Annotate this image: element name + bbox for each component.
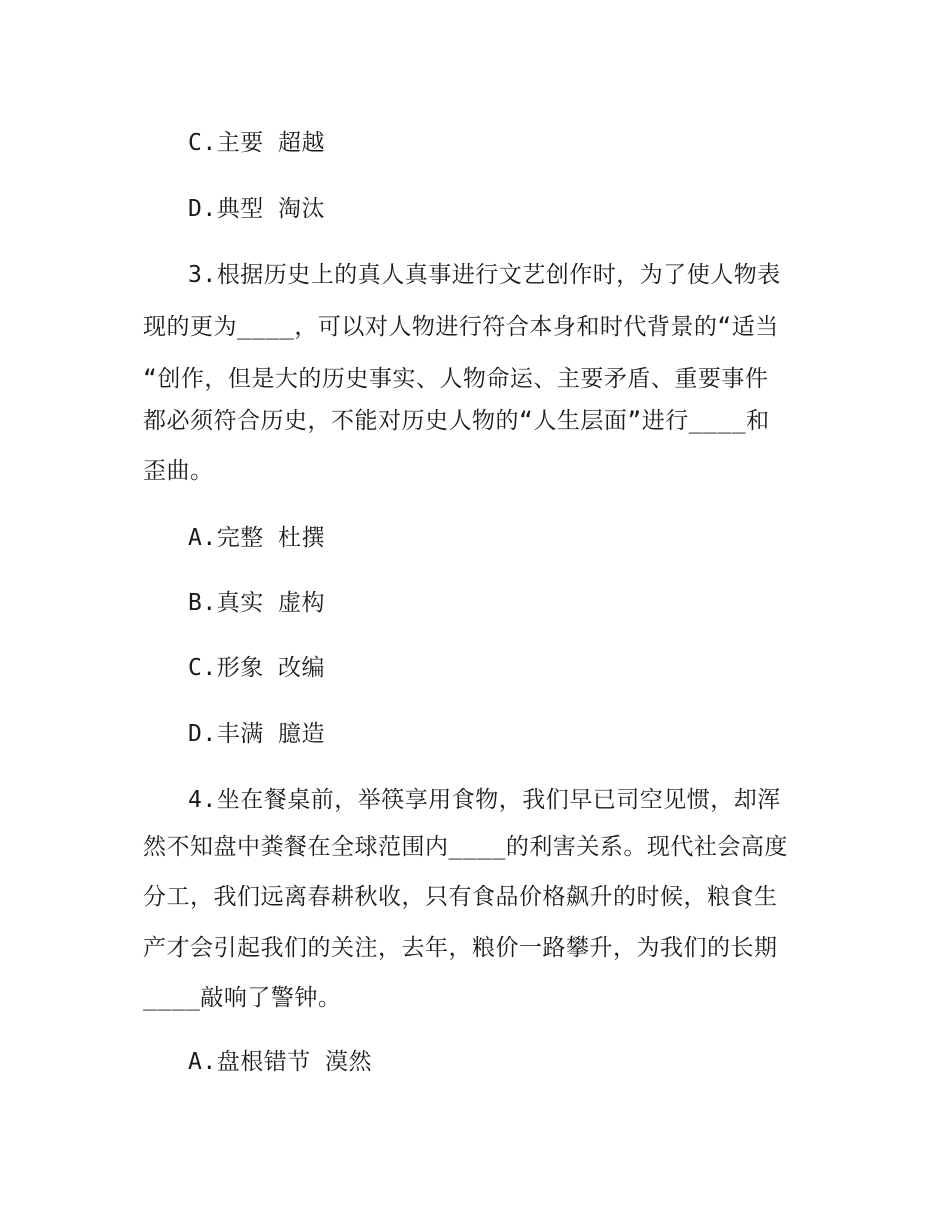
q4-option-a: A.盘根错节 漠然 [188, 1049, 373, 1075]
q3-option-d: D.丰满 臆造 [188, 721, 326, 747]
q4-stem-line-2: 然不知盘中粪餐在全球范围内____的利害关系。现代社会高度 [143, 834, 788, 860]
q3-stem-line-3: “创作，但是大的历史事实、人物命运、主要矛盾、重要事件 [143, 366, 769, 392]
q4-stem-line-5: ____敲响了警钟。 [143, 985, 342, 1011]
q3-option-a: A.完整 杜撰 [188, 525, 326, 551]
q4-stem-line-3: 分工，我们远离春耕秋收，只有食品价格飙升的时候，粮食生 [143, 884, 778, 910]
q3-option-c: C.形象 改编 [188, 655, 326, 681]
q2-option-d: D.典型 淘汰 [188, 196, 326, 222]
q3-stem-line-4: 都必须符合历史，不能对历史人物的“人生层面”进行____和 [143, 408, 770, 434]
q3-stem-line-2: 现的更为____，可以对人物进行符合本身和时代背景的“适当 [143, 314, 779, 340]
q4-stem-line-1: 4.坐在餐桌前，举筷享用食物，我们早已司空见惯，却浑 [188, 787, 781, 813]
q3-stem-line-1: 3.根据历史上的真人真事进行文艺创作时，为了使人物表 [188, 262, 781, 288]
q2-option-c: C.主要 超越 [188, 130, 326, 156]
q3-option-b: B.真实 虚构 [188, 590, 326, 616]
q4-stem-line-4: 产才会引起我们的关注，去年，粮价一路攀升，为我们的长期 [143, 935, 778, 961]
q3-stem-line-5: 歪曲。 [143, 458, 214, 484]
